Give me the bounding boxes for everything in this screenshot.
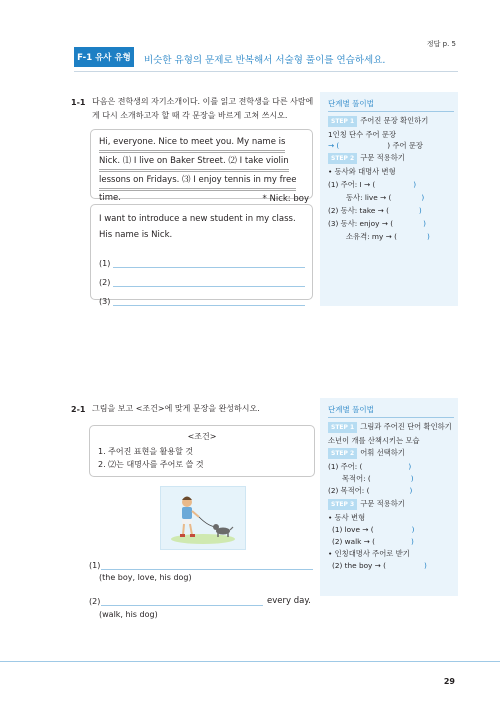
step-row xyxy=(328,153,454,164)
blank-label: (1) xyxy=(89,561,101,570)
fill-row: (2) 동사: take → ( ) xyxy=(328,206,422,215)
footer-divider xyxy=(0,661,500,662)
passage-box xyxy=(90,129,313,204)
answer-line[interactable] xyxy=(113,297,305,306)
answer-blanks-1 xyxy=(99,249,305,306)
illustration-graphic xyxy=(161,487,245,549)
answer-row xyxy=(89,558,313,570)
solution-steps-panel-2 xyxy=(320,398,458,596)
solution-steps-panel-1 xyxy=(320,92,458,306)
passage-line: time. * Nick: boy xyxy=(99,191,309,209)
fill-row: (2) 목적어: ( ) xyxy=(328,486,413,495)
question-number-1: 1-1 xyxy=(71,98,86,107)
fill-row: 목적어: ( ) xyxy=(342,474,414,483)
passage-line: Nick. ⑴ I live on Baker Street. ⑵ I take violin xyxy=(99,153,309,172)
blank-label: (1) xyxy=(99,259,111,268)
section-title: 비슷한 유형의 문제로 반복해서 서술형 풀이를 연습하세요. xyxy=(144,55,386,66)
hint-text: (walk, his dog) xyxy=(99,610,158,619)
answer-area-2 xyxy=(89,558,313,619)
passage-text xyxy=(99,134,309,209)
answer-line[interactable] xyxy=(113,278,305,287)
conditions-title: <조건> xyxy=(187,432,217,441)
answer-row xyxy=(99,249,305,268)
header-divider xyxy=(74,71,458,72)
step-badge: STEP 3 xyxy=(328,499,357,510)
answer-row xyxy=(99,268,305,287)
answer-row xyxy=(99,287,305,306)
sentence-end: every day. xyxy=(267,596,311,606)
fill-row: (2) walk → ( ) xyxy=(332,537,414,546)
step-label: 주어진 문장 확인하기 xyxy=(360,116,429,125)
answer-page-reference: 정답 p. 5 xyxy=(426,40,456,48)
panel-title: 단계별 풀이법 xyxy=(328,99,374,108)
condition-item: 2. ⑵는 대명사를 주어로 쓸 것 xyxy=(98,460,204,469)
step-text: 소년이 개를 산책시키는 모습 xyxy=(328,436,420,445)
fill-row: (3) 동사: enjoy → ( ) xyxy=(328,219,426,228)
step-label: 그림과 주어진 단어 확인하기 xyxy=(360,422,452,431)
solution-steps-content xyxy=(328,404,454,570)
answer-line[interactable] xyxy=(113,259,305,268)
condition-item: 1. 주어진 표현을 활용할 것 xyxy=(98,447,194,456)
boy-walking-dog-illustration xyxy=(160,486,246,550)
answer-intro xyxy=(99,211,296,243)
blank-label: (3) xyxy=(99,297,111,306)
footnote: * Nick: boy xyxy=(262,194,309,204)
conditions-box xyxy=(89,425,315,477)
passage-line: lessons on Fridays. ⑶ I enjoy tennis in my free xyxy=(99,172,309,191)
conditions-list xyxy=(98,445,204,471)
answer-line[interactable] xyxy=(101,561,313,570)
prompt-line: 게 다시 소개하고자 할 때 각 문장을 바르게 고쳐 쓰시오. xyxy=(92,111,288,120)
step-badge: STEP 1 xyxy=(328,422,357,433)
answer-row xyxy=(89,593,313,606)
step-badge: STEP 2 xyxy=(328,448,357,459)
blank-label: (2) xyxy=(99,278,111,287)
question-prompt-1 xyxy=(92,95,314,123)
fill-row: (1) love → ( ) xyxy=(332,525,415,534)
answer-box-1 xyxy=(90,204,313,306)
step-row xyxy=(328,499,454,510)
fill-row: 소유격: my → ( ) xyxy=(346,232,430,241)
step-text: 1인칭 단수 주어 문장 xyxy=(328,130,396,139)
passage-line: Hi, everyone. Nice to meet you. My name is xyxy=(99,134,309,153)
solution-steps-content xyxy=(328,98,454,241)
step-badge: STEP 2 xyxy=(328,153,357,164)
panel-title: 단계별 풀이법 xyxy=(328,405,374,414)
fill-row: 동사: live → ( ) xyxy=(346,193,425,202)
intro-line: His name is Nick. xyxy=(99,230,173,240)
step-text: • 인칭대명사 주어로 받기 xyxy=(328,549,410,558)
step-badge: STEP 1 xyxy=(328,116,357,127)
prompt-line: 다음은 전학생의 자기소개이다. 이를 읽고 전학생을 다른 사람에 xyxy=(92,97,314,106)
section-badge: F-1 유사 유형 xyxy=(74,47,134,67)
question-prompt-2: 그림을 보고 <조건>에 맞게 문장을 완성하시오. xyxy=(92,404,260,413)
intro-line: I want to introduce a new student in my class. xyxy=(99,214,296,224)
hint-text: (the boy, love, his dog) xyxy=(99,573,192,582)
step-row xyxy=(328,422,454,433)
step-label: 어휘 선택하기 xyxy=(360,448,405,457)
page-number: 29 xyxy=(443,677,455,686)
blank-label: (2) xyxy=(89,597,101,606)
fill-row: (1) 주어: I → ( ) xyxy=(328,180,417,189)
step-row xyxy=(328,116,454,127)
step-text: • 동사와 대명사 변형 xyxy=(328,167,396,176)
step-label: 구문 적용하기 xyxy=(360,499,405,508)
answer-line[interactable] xyxy=(101,597,263,606)
fill-row: (1) 주어: ( ) xyxy=(328,462,412,471)
step-text: • 동사 변형 xyxy=(328,513,366,522)
fill-row: (2) the boy → ( ) xyxy=(332,561,427,570)
step-text: → ( ) 주어 문장 xyxy=(328,141,423,150)
question-number-2: 2-1 xyxy=(71,405,86,414)
step-row xyxy=(328,448,454,459)
step-label: 구문 적용하기 xyxy=(360,153,405,162)
